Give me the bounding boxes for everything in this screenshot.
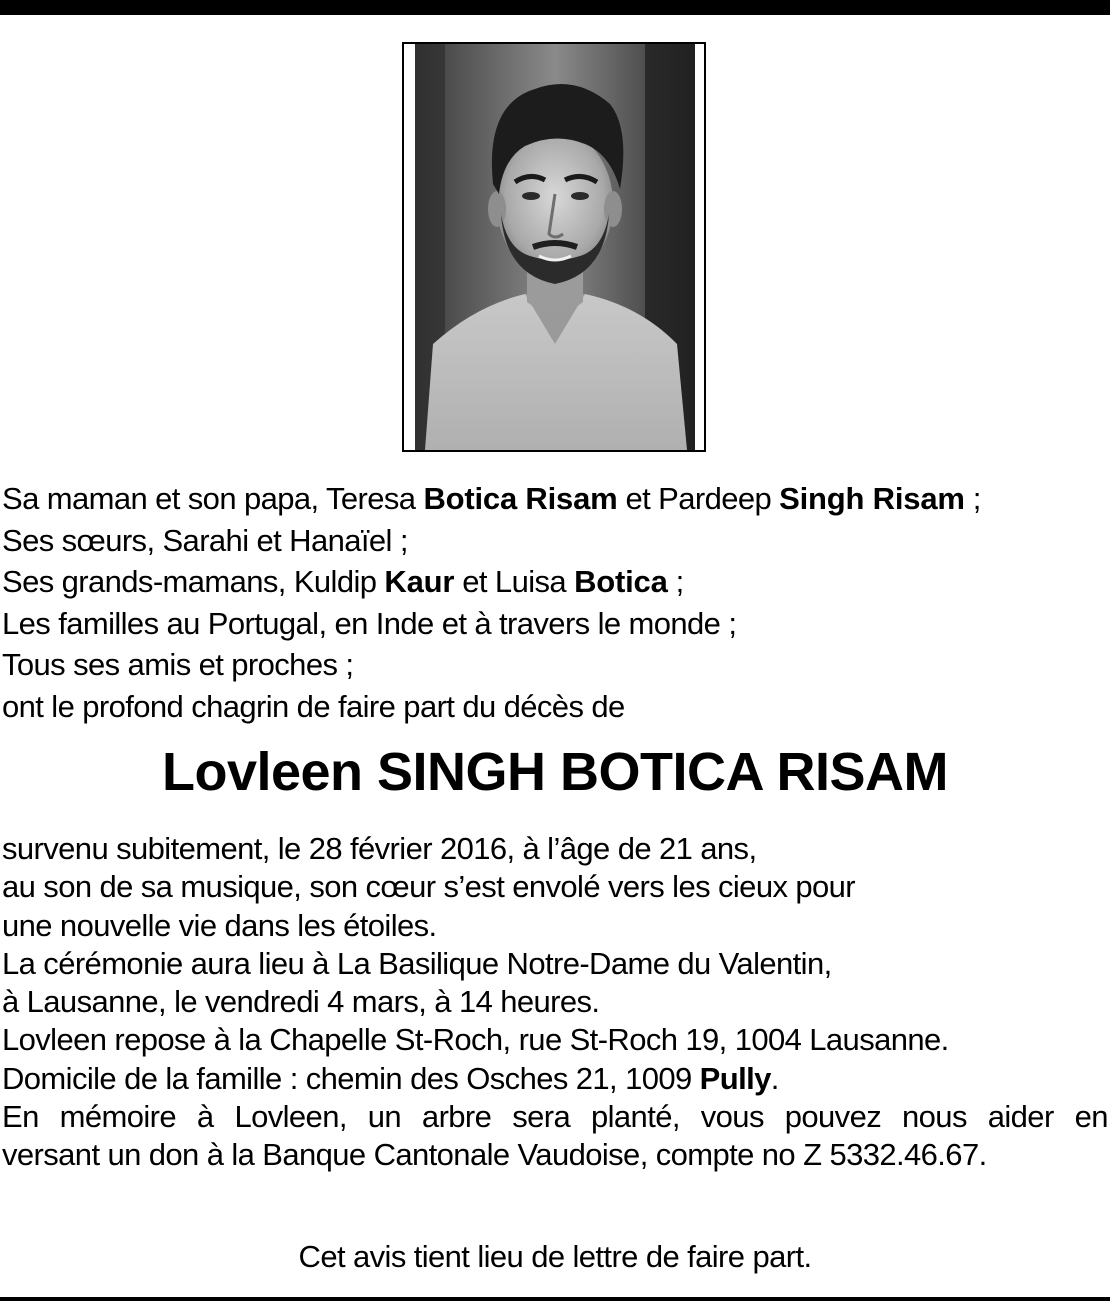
- top-rule: [0, 0, 1110, 15]
- word: pouvez: [784, 1099, 882, 1135]
- text-run: .: [770, 1060, 779, 1096]
- text-run: ;: [964, 481, 981, 516]
- text-run: Sa maman et son papa, Teresa: [2, 481, 424, 516]
- detail-line: [2, 907, 1108, 945]
- word: En: [2, 1099, 39, 1135]
- detail-line: [2, 1098, 1108, 1136]
- bottom-rule: [0, 1297, 1110, 1301]
- text-run: et Luisa: [454, 564, 575, 600]
- family-line: [2, 686, 1108, 728]
- word: en: [1074, 1099, 1108, 1135]
- detail-line: [2, 983, 1108, 1021]
- word: nous: [902, 1099, 967, 1135]
- text-run: et Pardeep: [617, 481, 780, 516]
- text-run: Les familles au Portugal, en Inde et à travers le monde ;: [2, 605, 737, 641]
- family-line: [2, 603, 1108, 645]
- text-run: Tous ses amis et proches ;: [2, 647, 354, 683]
- detail-line: [2, 1021, 1108, 1059]
- word: sera: [512, 1099, 571, 1135]
- bold-name: Kaur: [384, 564, 455, 600]
- word: planté,: [590, 1099, 680, 1135]
- text-run: Lovleen repose à la Chapelle St-Roch, rue St-Roch 19, 1004 Lausanne.: [2, 1022, 949, 1058]
- text-run: versant un don à la Banque Cantonale Vaudoise, compte no Z 5332.46.67.: [2, 1137, 987, 1173]
- text-run: au son de sa musique, son cœur s’est envolé vers les cieux pour: [2, 869, 856, 905]
- word: à: [196, 1099, 214, 1135]
- family-announcement: [2, 478, 1108, 728]
- word: Lovleen,: [234, 1099, 347, 1135]
- family-line: [2, 644, 1108, 686]
- word: mémoire: [59, 1099, 176, 1135]
- bold-name: Pully: [699, 1060, 771, 1096]
- detail-line: [2, 945, 1108, 983]
- text-run: Ses grands-mamans, Kuldip: [2, 564, 385, 600]
- bold-name: Botica Risam: [423, 481, 618, 516]
- text-run: à Lausanne, le vendredi 4 mars, à 14 heures.: [2, 984, 600, 1020]
- text-run: Ses sœurs, Sarahi et Hanaïel ;: [2, 522, 408, 558]
- detail-line: [2, 1060, 1108, 1098]
- text-run: Domicile de la famille : chemin des Osches 21, 1009: [2, 1060, 700, 1096]
- text-run: ;: [667, 564, 684, 600]
- text-run: La cérémonie aura lieu à La Basilique Notre-Dame du Valentin,: [2, 945, 832, 981]
- portrait-photo: [415, 44, 695, 450]
- portrait-illustration-icon: [415, 44, 695, 450]
- deceased-name: Lovleen SINGH BOTICA RISAM: [161, 742, 949, 802]
- portrait-frame: [402, 42, 706, 452]
- bold-name: Botica: [574, 564, 668, 600]
- bold-name: Singh Risam: [779, 481, 965, 516]
- closing-note: Cet avis tient lieu de lettre de faire part.: [298, 1239, 812, 1274]
- announcement-details: [2, 830, 1108, 1175]
- word: vous: [700, 1099, 764, 1135]
- text-run: une nouvelle vie dans les étoiles.: [2, 907, 437, 943]
- family-line: [2, 520, 1108, 562]
- word: arbre: [421, 1099, 492, 1135]
- text-run: ont le profond chagrin de faire part du décès de: [2, 688, 625, 724]
- family-line: [2, 478, 1108, 520]
- detail-line: [2, 1136, 1108, 1174]
- word: un: [367, 1099, 402, 1135]
- family-line: [2, 561, 1108, 603]
- detail-line: [2, 830, 1108, 868]
- word: aider: [987, 1099, 1054, 1135]
- detail-line: [2, 868, 1108, 906]
- text-run: survenu subitement, le 28 février 2016, à l’âge de 21 ans,: [2, 831, 757, 866]
